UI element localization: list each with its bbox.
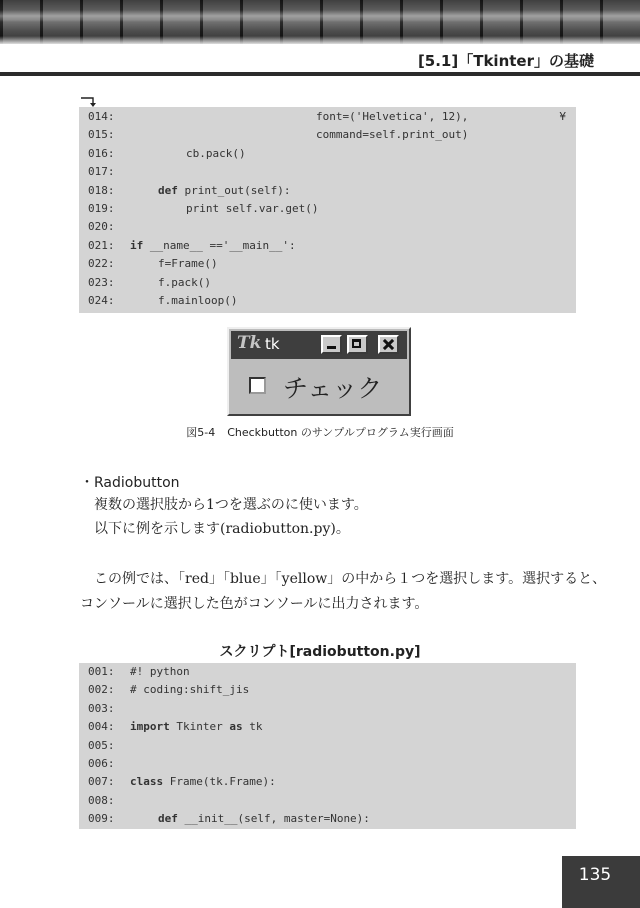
code-text [130, 681, 249, 699]
paragraph-2: 以下に例を示します(radiobutton.py)。 [94, 521, 350, 537]
code-listing-bottom [79, 663, 576, 829]
code-text-segment: Frame(tk.Frame): [163, 775, 276, 789]
tk-window-title: tk [265, 335, 280, 353]
line-continuation-mark: ¥ [559, 110, 566, 123]
script-title: スクリプト[radiobutton.py] [219, 644, 421, 660]
page-number: 135 [578, 865, 612, 885]
line-number: 023: [88, 275, 115, 289]
tk-checkbox[interactable] [249, 377, 266, 394]
code-line [79, 255, 576, 273]
code-line [79, 700, 576, 718]
code-text [158, 810, 370, 828]
code-line [79, 200, 576, 218]
code-text-segment: command=self.print_out) [316, 128, 469, 142]
code-text-segment: f=Frame() [158, 257, 218, 271]
code-text [130, 718, 262, 736]
code-text-segment: tk [242, 720, 263, 734]
tk-titlebar [231, 331, 407, 359]
line-number: 002: [88, 683, 115, 697]
line-number: 018: [88, 183, 115, 197]
line-number: 017: [88, 165, 115, 179]
code-keyword: import [130, 720, 170, 734]
code-text-segment: print_out(self): [177, 183, 291, 197]
code-line [79, 292, 576, 310]
minimize-icon[interactable] [321, 335, 342, 354]
code-line [79, 108, 576, 126]
code-text [130, 773, 276, 791]
code-keyword: as [229, 720, 243, 734]
code-text [130, 663, 190, 681]
line-number: 006: [88, 756, 115, 770]
tk-logo-icon: Tk [237, 333, 262, 353]
line-number: 014: [88, 110, 115, 123]
code-text-segment: print self.var.get() [186, 201, 319, 215]
code-keyword: if [130, 238, 144, 252]
code-keyword: def [158, 812, 178, 826]
line-number: 020: [88, 220, 115, 234]
code-text [158, 182, 290, 200]
code-text-segment: __name__ =='__main__': [143, 238, 296, 252]
code-keyword: class [130, 775, 164, 789]
code-line [79, 182, 576, 200]
code-text-segment: #! python [130, 665, 190, 678]
figure-caption-text: Checkbutton のサンプルプログラム実行画面 [227, 426, 454, 439]
code-line [79, 663, 576, 681]
figure-number: 図5-4 [186, 426, 216, 439]
code-line [79, 773, 576, 791]
chapter-title: [5.1]「Tkinter」の基礎 [417, 52, 594, 70]
code-line [79, 237, 576, 255]
tk-window-screenshot [227, 327, 411, 416]
code-text-segment: cb.pack() [186, 146, 246, 160]
close-icon[interactable] [378, 335, 399, 354]
code-line [79, 145, 576, 163]
section-bullet: ・Radiobutton [80, 475, 180, 491]
maximize-icon[interactable] [347, 335, 368, 354]
line-number: 024: [88, 293, 115, 307]
code-text [158, 255, 218, 273]
line-number: 003: [88, 701, 115, 715]
code-text [130, 237, 296, 255]
code-text [158, 292, 237, 310]
figure-caption [0, 424, 640, 440]
code-text [186, 200, 318, 218]
paragraph-1: 複数の選択肢から1つを選ぶのに使います。 [94, 497, 368, 513]
code-line [79, 792, 576, 810]
paragraph-3: この例では、「red」「blue」「yellow」の中から１つを選択します。選択すると、 [94, 571, 607, 587]
line-number: 005: [88, 738, 115, 752]
code-line [79, 126, 576, 144]
code-line [79, 718, 576, 736]
code-line [79, 218, 576, 236]
code-line [79, 755, 576, 773]
line-number: 016: [88, 146, 115, 160]
line-number: 015: [88, 128, 115, 142]
line-number: 021: [88, 238, 115, 252]
code-line [79, 163, 576, 181]
code-line [79, 737, 576, 755]
code-text-segment: font=('Helvetica', 12), [316, 110, 469, 123]
line-number: 007: [88, 775, 115, 789]
code-line [79, 274, 576, 292]
line-number: 001: [88, 665, 115, 678]
code-text-segment: f.mainloop() [158, 293, 238, 307]
tk-checkbox-label[interactable]: チェック [283, 374, 383, 403]
code-text [316, 108, 468, 126]
code-text [158, 274, 211, 292]
code-line [79, 810, 576, 828]
line-number: 008: [88, 793, 115, 807]
paragraph-4: コンソールに選択した色がコンソールに出力されます。 [80, 596, 429, 612]
header-rule [0, 72, 640, 76]
code-text-segment: Tkinter [169, 720, 230, 734]
line-number: 022: [88, 257, 115, 271]
header-banner [0, 0, 640, 44]
code-text [316, 126, 468, 144]
code-text-segment: # coding:shift_jis [130, 683, 250, 697]
code-text-segment: f.pack() [158, 275, 211, 289]
line-number: 019: [88, 201, 115, 215]
code-keyword: def [158, 183, 178, 197]
code-listing-top [79, 107, 576, 313]
line-number: 009: [88, 812, 115, 826]
code-text [186, 145, 246, 163]
code-line [79, 681, 576, 699]
code-text-segment: __init__(self, master=None): [177, 812, 370, 826]
line-number: 004: [88, 720, 115, 734]
